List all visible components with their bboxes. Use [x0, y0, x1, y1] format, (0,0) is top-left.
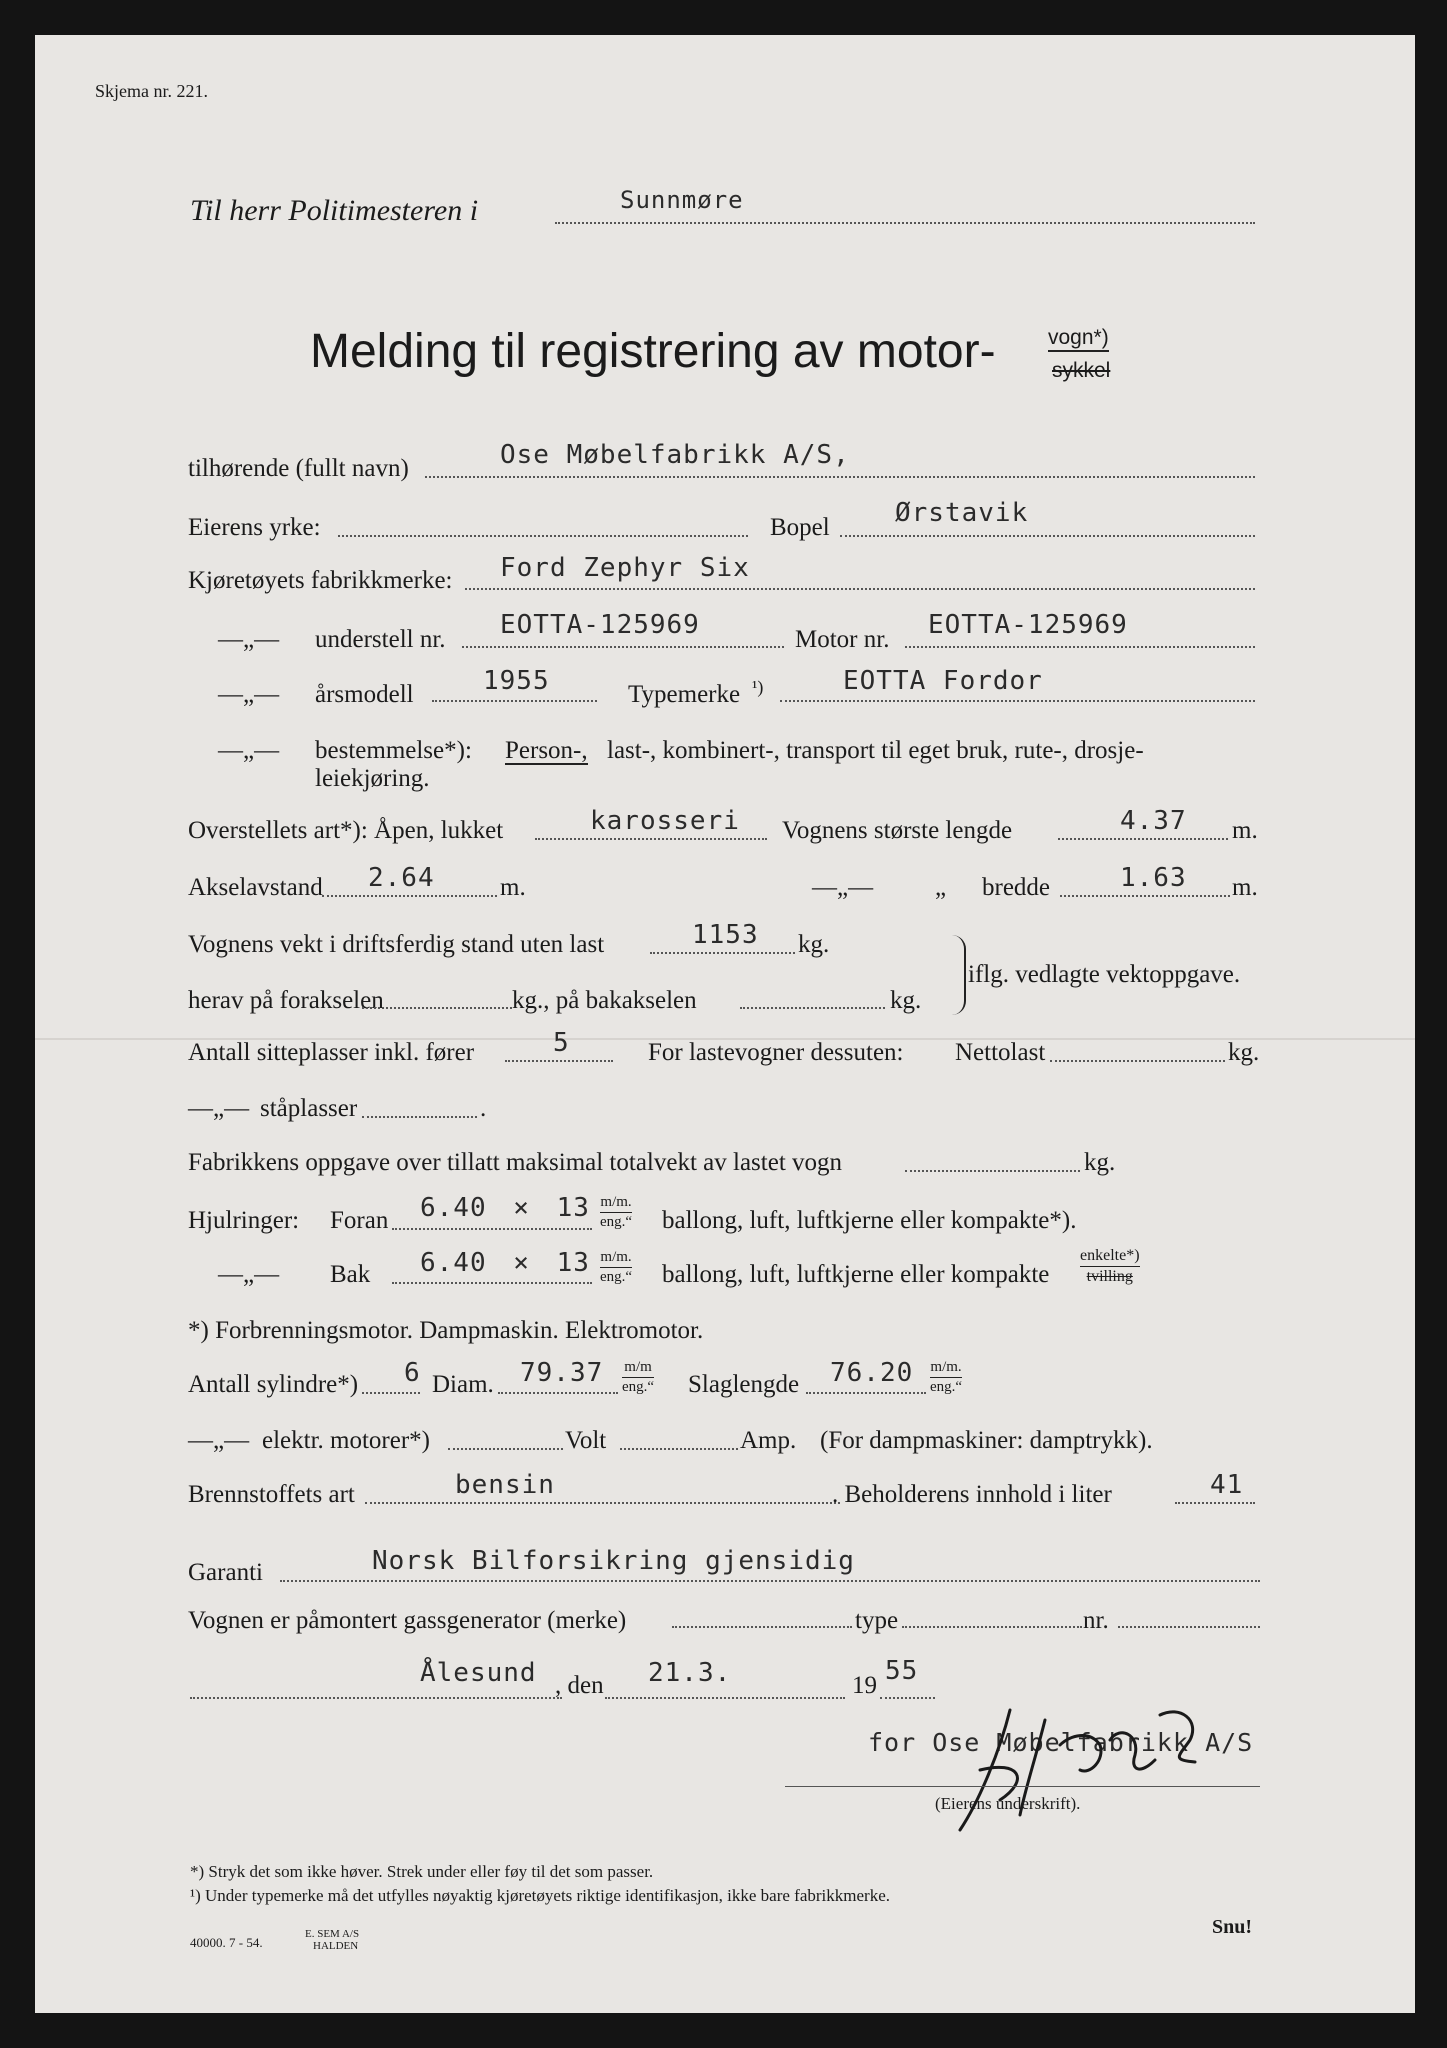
- chassis-label: understell nr.: [315, 626, 446, 653]
- guarantee-line: [280, 1580, 1260, 1582]
- front-wheels-label: Foran: [330, 1207, 389, 1234]
- width-line: [1060, 895, 1230, 897]
- motor-value: EOTTA-125969: [928, 610, 1128, 640]
- wheels-label: Hjulringer:: [188, 1207, 300, 1234]
- rear-wheels-unit: m/m. eng.“: [600, 1249, 633, 1285]
- weight-value: 1153: [692, 920, 759, 950]
- purpose-label: bestemmelse*):: [315, 737, 472, 764]
- occupation-label: Eierens yrke:: [188, 514, 321, 541]
- form-title: Melding til registrering av motor-: [310, 325, 996, 378]
- netto-line: [1050, 1060, 1225, 1062]
- standing-line: [362, 1116, 477, 1118]
- steam-note: (For dampmaskiner: damptrykk).: [820, 1427, 1153, 1454]
- wheelbase-line: [322, 895, 497, 897]
- stroke-line: [806, 1392, 926, 1394]
- ditto-mark: —„—: [218, 737, 280, 764]
- date-label: , den: [555, 1672, 604, 1699]
- residence-line: [840, 535, 1255, 537]
- diameter-label: Diam.: [432, 1371, 494, 1398]
- owner-name-label: tilhørende (fullt navn): [188, 455, 409, 482]
- rear-wheels-label: Bak: [330, 1261, 371, 1288]
- chassis-line: [462, 646, 784, 648]
- make-value: Ford Zephyr Six: [500, 553, 750, 583]
- tank-label: . Beholderens innhold i liter: [832, 1481, 1112, 1508]
- electric-motors-label: elektr. motorer*): [262, 1427, 430, 1454]
- occupation-line: [338, 535, 748, 537]
- seats-value: 5: [553, 1028, 570, 1058]
- fuel-line: [365, 1502, 840, 1504]
- purpose-options: last-, kombinert-, transport til eget bruk, rute-, drosje-: [607, 737, 1144, 764]
- stroke-value: 76.20: [830, 1358, 914, 1388]
- handwritten-signature: [940, 1690, 1240, 1840]
- print-code: 40000. 7 - 54.: [190, 1935, 263, 1950]
- gasgen-nr-line: [1118, 1626, 1260, 1628]
- diameter-unit: m/m eng.“: [622, 1359, 655, 1395]
- signature-stamp: for Ose Møbelfabrikk A/S: [868, 1728, 1254, 1757]
- ditto-mark: —„—: [218, 1261, 280, 1288]
- year-value: 1955: [483, 666, 550, 696]
- rear-axle-label: kg., på bakakselen: [512, 987, 697, 1014]
- rear-axle-line: [740, 1007, 885, 1009]
- front-wheels-line: [392, 1228, 592, 1230]
- stroke-unit: m/m. eng.“: [930, 1359, 963, 1395]
- netto-label: Nettolast: [955, 1039, 1046, 1066]
- motor-label: Motor nr.: [795, 626, 890, 653]
- width-label: bredde: [982, 874, 1051, 901]
- printer-name: E. SEM A/S: [305, 1928, 360, 1940]
- tank-value: 41: [1210, 1470, 1244, 1500]
- ditto-mark: —„—: [188, 1095, 250, 1122]
- residence-label: Bopel: [770, 514, 830, 541]
- owner-name-value: Ose Møbelfabrikk A/S,: [500, 440, 850, 470]
- place-line: [190, 1697, 562, 1699]
- addressee-label: Til herr Politimesteren i: [190, 194, 479, 227]
- front-wheels-unit: m/m. eng.“: [600, 1194, 633, 1230]
- weight-note: iflg. vedlagte vektoppgave.: [968, 961, 1241, 988]
- length-unit: m.: [1232, 817, 1258, 844]
- date-line: [605, 1697, 845, 1699]
- diameter-value: 79.37: [520, 1358, 604, 1388]
- total-weight-unit: kg.: [1084, 1149, 1116, 1176]
- seats-line: [505, 1060, 613, 1062]
- title-sykkel: sykkel: [1052, 359, 1111, 382]
- printer-city: HALDEN: [313, 1940, 359, 1952]
- length-value: 4.37: [1120, 806, 1187, 836]
- fuel-value: bensin: [455, 1470, 555, 1500]
- ditto-mark: —„—: [812, 874, 874, 901]
- netto-unit: kg.: [1228, 1039, 1260, 1066]
- cylinders-line: [362, 1392, 420, 1394]
- year-line: [432, 700, 597, 702]
- signature-caption: (Eierens underskrift).: [935, 1794, 1081, 1813]
- guarantee-value: Norsk Bilforsikring gjensidig: [372, 1546, 855, 1576]
- wheelbase-unit: m.: [500, 874, 526, 901]
- footnote-1: *) Stryk det som ikke høver. Strek under eller føy til det som passer.: [190, 1862, 654, 1881]
- residence-value: Ørstavik: [895, 498, 1029, 528]
- purpose-selected: Person-,: [505, 737, 588, 764]
- weight-line: [650, 952, 795, 954]
- engine-types: *) Forbrenningsmotor. Dampmaskin. Elektromotor.: [188, 1317, 704, 1344]
- rear-wheels-value: 6.40 × 13: [420, 1248, 590, 1278]
- wheelbase-label: Akselavstand: [188, 874, 323, 901]
- wheelbase-value: 2.64: [368, 863, 435, 893]
- front-axle-line: [362, 1007, 512, 1009]
- ditto-quote: „: [935, 874, 947, 901]
- total-weight-line: [905, 1170, 1080, 1172]
- ditto-mark: —„—: [218, 681, 280, 708]
- footnote-2: ¹) Under typemerke må det utfylles nøyaktig kjøretøyets riktige identifikasjon, ikke bare fabrikkmerke.: [190, 1886, 890, 1905]
- purpose-options-line2: leiekjøring.: [315, 765, 430, 792]
- cylinders-label: Antall sylindre*): [188, 1371, 359, 1398]
- width-value: 1.63: [1120, 863, 1187, 893]
- make-label: Kjøretøyets fabrikkmerke:: [188, 567, 453, 594]
- seats-label: Antall sitteplasser inkl. fører: [188, 1039, 475, 1066]
- turn-over-note: Snu!: [1212, 1916, 1253, 1938]
- weight-bracket: [950, 935, 966, 1015]
- signature-line: [785, 1786, 1260, 1787]
- cargo-label: For lastevogner dessuten:: [648, 1039, 904, 1066]
- standing-dot: .: [480, 1095, 487, 1122]
- type-label: Typemerke: [628, 681, 741, 708]
- body-type-value: karosseri: [590, 806, 740, 836]
- standing-label: ståplasser: [260, 1095, 358, 1122]
- place-value: Ålesund: [420, 1658, 537, 1688]
- rear-axle-unit: kg.: [890, 987, 922, 1014]
- body-type-label: Overstellets art*): Åpen, lukket: [188, 817, 504, 844]
- gasgen-make-line: [672, 1626, 852, 1628]
- front-axle-label: herav på forakselen: [188, 987, 384, 1014]
- rear-wheels-line: [392, 1282, 592, 1284]
- date-value: 21.3.: [648, 1658, 732, 1688]
- volt-line: [448, 1448, 563, 1450]
- stroke-label: Slaglengde: [688, 1371, 800, 1398]
- title-vogn: vogn*): [1048, 327, 1109, 352]
- type-value: EOTTA Fordor: [843, 666, 1043, 696]
- addressee-line: [555, 222, 1255, 224]
- length-line: [1058, 838, 1228, 840]
- year-prefix: 19: [852, 1672, 877, 1699]
- form-number: Skjema nr. 221.: [95, 81, 208, 101]
- gasgen-type-line: [902, 1626, 1082, 1628]
- width-unit: m.: [1232, 874, 1258, 901]
- motor-line: [905, 646, 1255, 648]
- gasgen-label: Vognen er påmontert gassgenerator (merke): [188, 1607, 627, 1634]
- type-footnote-mark: ¹): [752, 677, 764, 697]
- amp-line: [620, 1448, 738, 1450]
- rear-wheels-enkelte-tvilling: enkelte*) tvilling: [1080, 1247, 1140, 1285]
- amp-label: Amp.: [740, 1427, 797, 1454]
- rear-wheels-types: ballong, luft, luftkjerne eller kompakte: [662, 1261, 1050, 1288]
- body-type-line: [535, 838, 767, 840]
- ditto-mark: —„—: [188, 1427, 250, 1454]
- guarantee-label: Garanti: [188, 1559, 263, 1586]
- cylinders-value: 6: [404, 1358, 421, 1388]
- front-wheels-value: 6.40 × 13: [420, 1193, 590, 1223]
- gasgen-nr-label: nr.: [1083, 1607, 1109, 1634]
- owner-name-line: [425, 476, 1255, 478]
- volt-label: Volt: [565, 1427, 607, 1454]
- weight-unit: kg.: [798, 931, 830, 958]
- type-line: [780, 700, 1255, 702]
- addressee-value: Sunnmøre: [620, 186, 744, 214]
- year-suffix: 55: [885, 1656, 919, 1686]
- weight-label: Vognens vekt i driftsferdig stand uten last: [188, 931, 605, 958]
- chassis-value: EOTTA-125969: [500, 610, 700, 640]
- year-label: årsmodell: [315, 681, 414, 708]
- year-line: [880, 1697, 935, 1699]
- front-wheels-types: ballong, luft, luftkjerne eller kompakte*).: [662, 1207, 1077, 1234]
- fuel-label: Brennstoffets art: [188, 1481, 355, 1508]
- ditto-mark: —„—: [218, 626, 280, 653]
- total-weight-label: Fabrikkens oppgave over tillatt maksimal totalvekt av lastet vogn: [188, 1149, 843, 1176]
- gasgen-type-label: type: [855, 1607, 899, 1634]
- length-label: Vognens største lengde: [782, 817, 1013, 844]
- diameter-line: [498, 1392, 618, 1394]
- tank-line: [1175, 1502, 1255, 1504]
- make-line: [465, 588, 1255, 590]
